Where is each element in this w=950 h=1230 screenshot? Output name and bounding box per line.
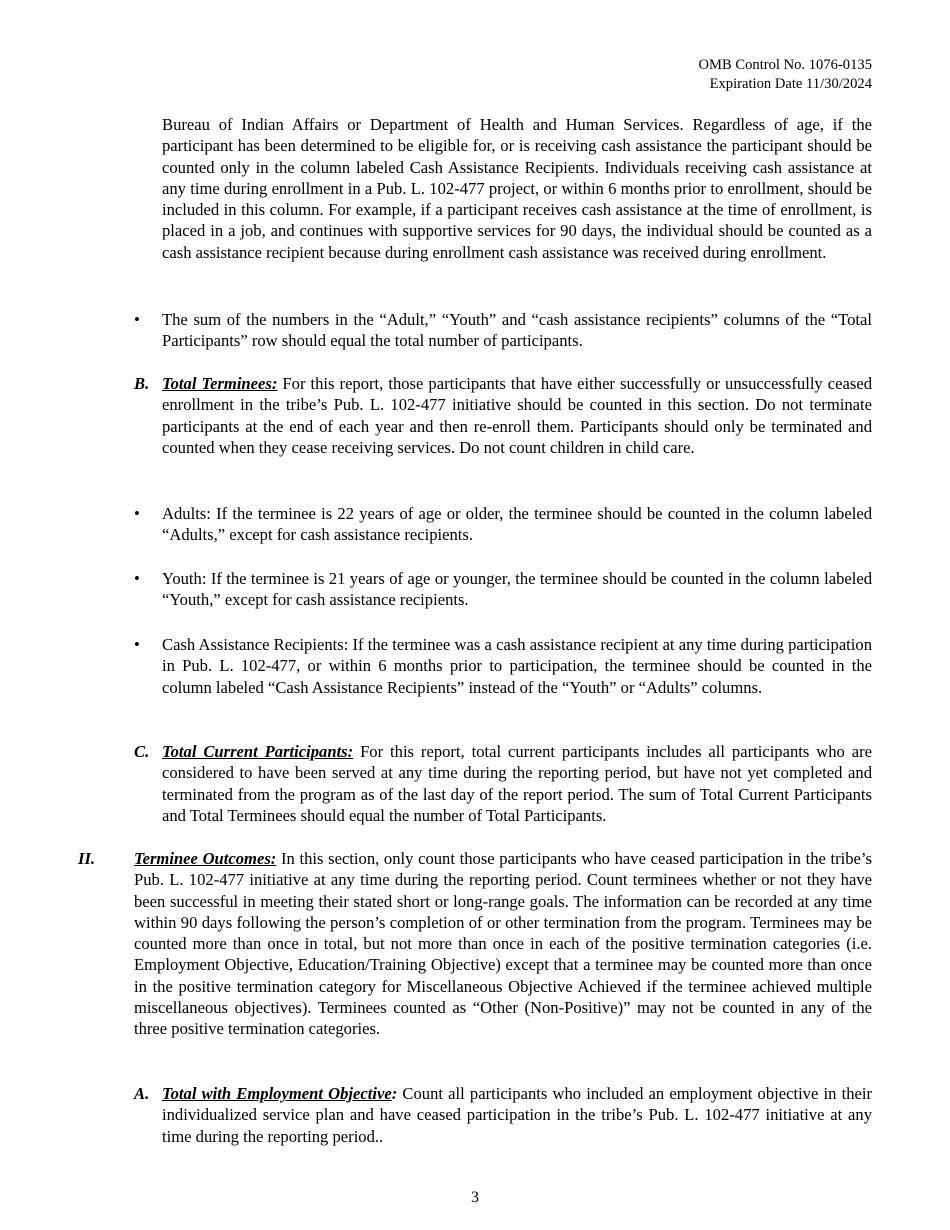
section-c-letter: C. xyxy=(134,742,150,761)
page-number: 3 xyxy=(471,1189,479,1206)
bullet-icon: • xyxy=(134,635,140,654)
section-b-term: Total Terminees: xyxy=(162,374,278,393)
section-ii-term: Terminee Outcomes: xyxy=(134,849,277,868)
section-b-letter: B. xyxy=(134,374,150,393)
section-c-text: For this report, total current participants includes all participants who are considered to have been served at any time during the reporting period, but have not yet completed and terminated from the program as of the last day of the report period. The sum of Total Current Participants and Total Terminees should equal the number of Total Participants. xyxy=(162,742,872,825)
section-ii-numeral: II. xyxy=(78,849,96,868)
page-header xyxy=(698,56,872,93)
section-c-paragraph xyxy=(162,741,872,826)
section-b-text: For this report, those participants that have either successfully or unsuccessfully ceased enrollment in the tribe’s Pub. L. 102-477 initiative should be counted in this section. Do not terminate participants at the end of each year and then re-enroll them. Participants should only be terminated and counted when they cease receiving services. Do not count children in child care. xyxy=(162,374,872,457)
expiration-date: Expiration Date 11/30/2024 xyxy=(709,75,872,92)
bullet-sum-text: The sum of the numbers in the “Adult,” “Youth” and “cash assistance recipients” columns of the “Total Participants” row should equal the total number of participants. xyxy=(162,310,872,351)
section-a-letter: A. xyxy=(134,1084,150,1103)
section-b-paragraph xyxy=(162,373,872,458)
omb-control-number: OMB Control No. 1076-0135 xyxy=(698,57,872,73)
section-ii-paragraph xyxy=(134,848,872,1040)
section-a-term: Total with Employment Objective xyxy=(162,1084,392,1103)
section-ii-text: In this section, only count those participants who have ceased participation in the tribe’s Pub. L. 102-477 initiative at any time during the reporting period. Count terminees whether or not they have been successful in meeting their stated short or long-range goals. The information can be recorded at any time within 90 days following the person’s completion of or other termination from the program. Terminees may be counted more than once in total, but not more than once in each of the positive termination categories (i.e. Employment Objective, Education/Training Objective) except that a terminee may be counted more than once in the positive termination category for Miscellaneous Objective Achieved if the terminee achieved multiple miscellaneous objectives). Terminees counted as “Other (Non-Positive)” may not be counted in any of the three positive termination categories. xyxy=(134,849,872,1039)
bullet-youth-text: Youth: If the terminee is 21 years of age or younger, the terminee should be counted in the column labeled “Youth,” except for cash assistance recipients. xyxy=(162,569,872,610)
section-a-colon: : xyxy=(391,1084,398,1103)
intro-paragraph: Bureau of Indian Affairs or Department of Health and Human Services. Regardless of age, if the participant has been determined to be eligible for, or is receiving cash assistance the participant should be counted only in the column labeled Cash Assistance Recipients. Individuals receiving cash assistance at any time during enrollment in a Pub. L. 102-477 project, or within 6 months prior to enrollment, should be included in this column. For example, if a participant receives cash assistance at the time of enrollment, is placed in a job, and continues with supportive services for 90 days, the individual should be counted as a cash assistance recipient because during enrollment cash assistance was received during enrollment. xyxy=(162,115,872,262)
bullet-adults-text: Adults: If the terminee is 22 years of age or older, the terminee should be counted in the column labeled “Adults,” except for cash assistance recipients. xyxy=(162,504,872,545)
section-c-term: Total Current Participants: xyxy=(162,742,354,761)
bullet-icon: • xyxy=(134,569,140,588)
section-a-text: Count all participants who included an employment objective in their individualized service plan and have ceased participation in the tribe’s Pub. L. 102-477 initiative at any time during the reporting period.. xyxy=(162,1084,872,1146)
bullet-cash-text: Cash Assistance Recipients: If the terminee was a cash assistance recipient at any time during participation in Pub. L. 102-477, or within 6 months prior to participation, the terminee should be counted in the column labeled “Cash Assistance Recipients” instead of the “Youth” or “Adults” columns. xyxy=(162,635,872,697)
section-a-paragraph xyxy=(162,1083,872,1147)
bullet-icon: • xyxy=(134,504,140,523)
bullet-icon: • xyxy=(134,310,140,329)
